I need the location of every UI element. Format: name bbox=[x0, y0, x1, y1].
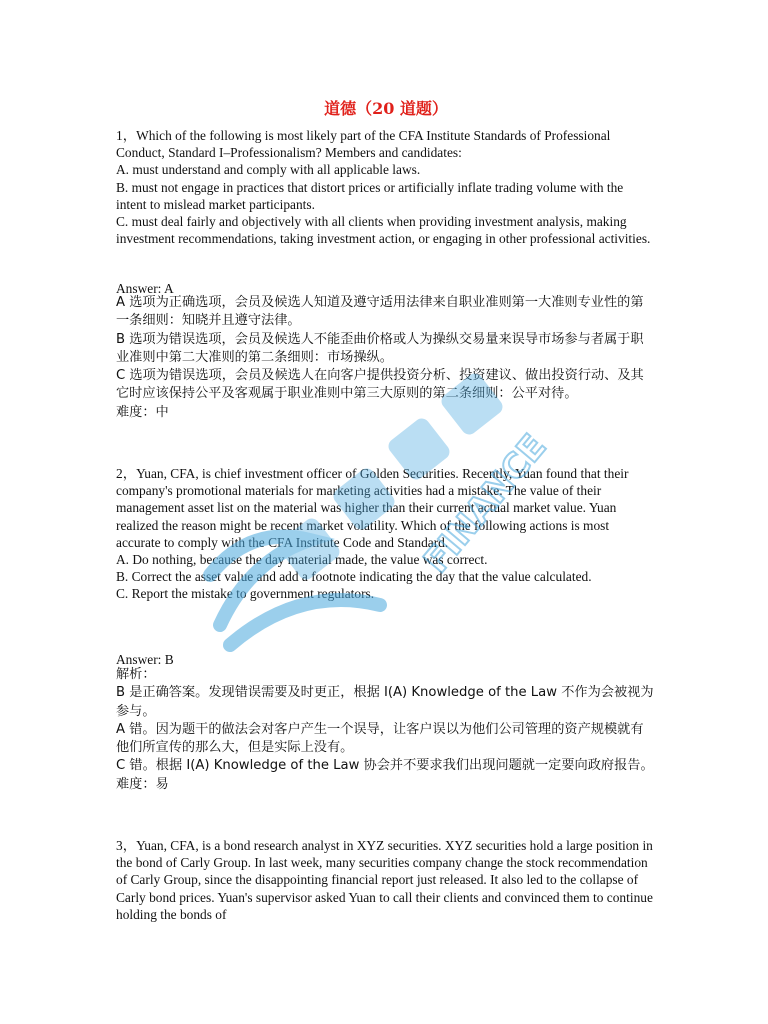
question-2 bbox=[116, 465, 656, 603]
question-2-option-b: B. Correct the asset value and add a footnote indicating the day that the value calculated. bbox=[116, 569, 592, 585]
question-2-explanation-a: A 错。因为题干的做法会对客户产生一个误导，让客户误以为他们公司管理的资产规模就有他们所宣传的那么大，但是实际上没有。 bbox=[116, 721, 644, 756]
watermark-text: FINANCE bbox=[416, 426, 555, 581]
question-3 bbox=[116, 837, 656, 923]
question-2-text: 2，Yuan, CFA, is chief investment officer of Golden Securities. Recently, Yuan found that their company's promotional materials for marketing activities had a mistake. The value of their management asset list on the material was higher than their current actual market value. Yuan realized the reason might be recent market volatility. Which of the following actions is most accurate to comply with the CFA Institute Code and Standard. bbox=[116, 466, 629, 550]
question-1-option-a: A. must understand and comply with all applicable laws. bbox=[116, 162, 421, 178]
question-1-answer: Answer: A bbox=[116, 281, 174, 296]
question-1-text: 1，Which of the following is most likely part of the CFA Institute Standards of Professional Conduct, Standard I–Professionalism? Members and candidates: bbox=[116, 128, 611, 161]
question-1-option-b: B. must not engage in practices that distort prices or artificially inflate trading volume with the intent to mislead market participants. bbox=[116, 179, 624, 212]
question-2-explanation bbox=[116, 666, 656, 794]
question-2-analysis-label: 解析： bbox=[116, 667, 156, 682]
question-2-answer: Answer: B bbox=[116, 652, 174, 667]
question-2-explanation-b: B 是正确答案。发现错误需要及时更正，根据 I(A) Knowledge of the Law 不作为会被视为参与。 bbox=[116, 685, 654, 719]
question-1-option-c: C. must deal fairly and objectively with all clients when providing investment analysis, making investment recommendations, taking investment action, or engaging in other professional activities. bbox=[116, 214, 651, 247]
question-2-option-c: C. Report the mistake to government regulators. bbox=[116, 586, 375, 602]
question-3-text: 3，Yuan, CFA, is a bond research analyst in XYZ securities. XYZ securities hold a large position in the bond of Carly Group. In last week, many securities company change the stock recommendation of Carly Group, since the disappointing financial report just released. It also led to the collapse of Carly bond prices. Yuan's supervisor asked Yuan to call their clients and convinced them to continue holding the bonds of bbox=[116, 838, 653, 922]
page-title: 道德（20 道题） bbox=[324, 99, 448, 118]
question-1-explanation-c: C 选项为错误选项，会员及候选人在向客户提供投资分析、投资建议、做出投资行动、及其它时应该保持公平及客观属于职业准则中第三大原则的第二条细则：公平对待。 bbox=[116, 368, 644, 402]
question-1-explanation-a: A 选项为正确选项，会员及候选人知道及遵守适用法律来自职业准则第一大准则专业性的第一条细则：知晓并且遵守法律。 bbox=[116, 295, 644, 329]
question-2-option-a: A. Do nothing, because the day material made, the value was correct. bbox=[116, 552, 488, 568]
question-2-difficulty: 难度：易 bbox=[116, 776, 169, 792]
question-1-explanation-b: B 选项为错误选项，会员及候选人不能歪曲价格或人为操纵交易量来误导市场参与者属于职业准则中第二大准则的第二条细则：市场操纵。 bbox=[116, 331, 644, 365]
question-2-explanation-c: C 错。根据 I(A) Knowledge of the Law 协会并不要求我们出现问题就一定要向政府报告。 bbox=[116, 758, 654, 774]
question-1 bbox=[116, 127, 656, 247]
question-1-explanation bbox=[116, 294, 656, 422]
question-1-difficulty: 难度：中 bbox=[116, 404, 169, 420]
document-page bbox=[116, 0, 656, 1024]
